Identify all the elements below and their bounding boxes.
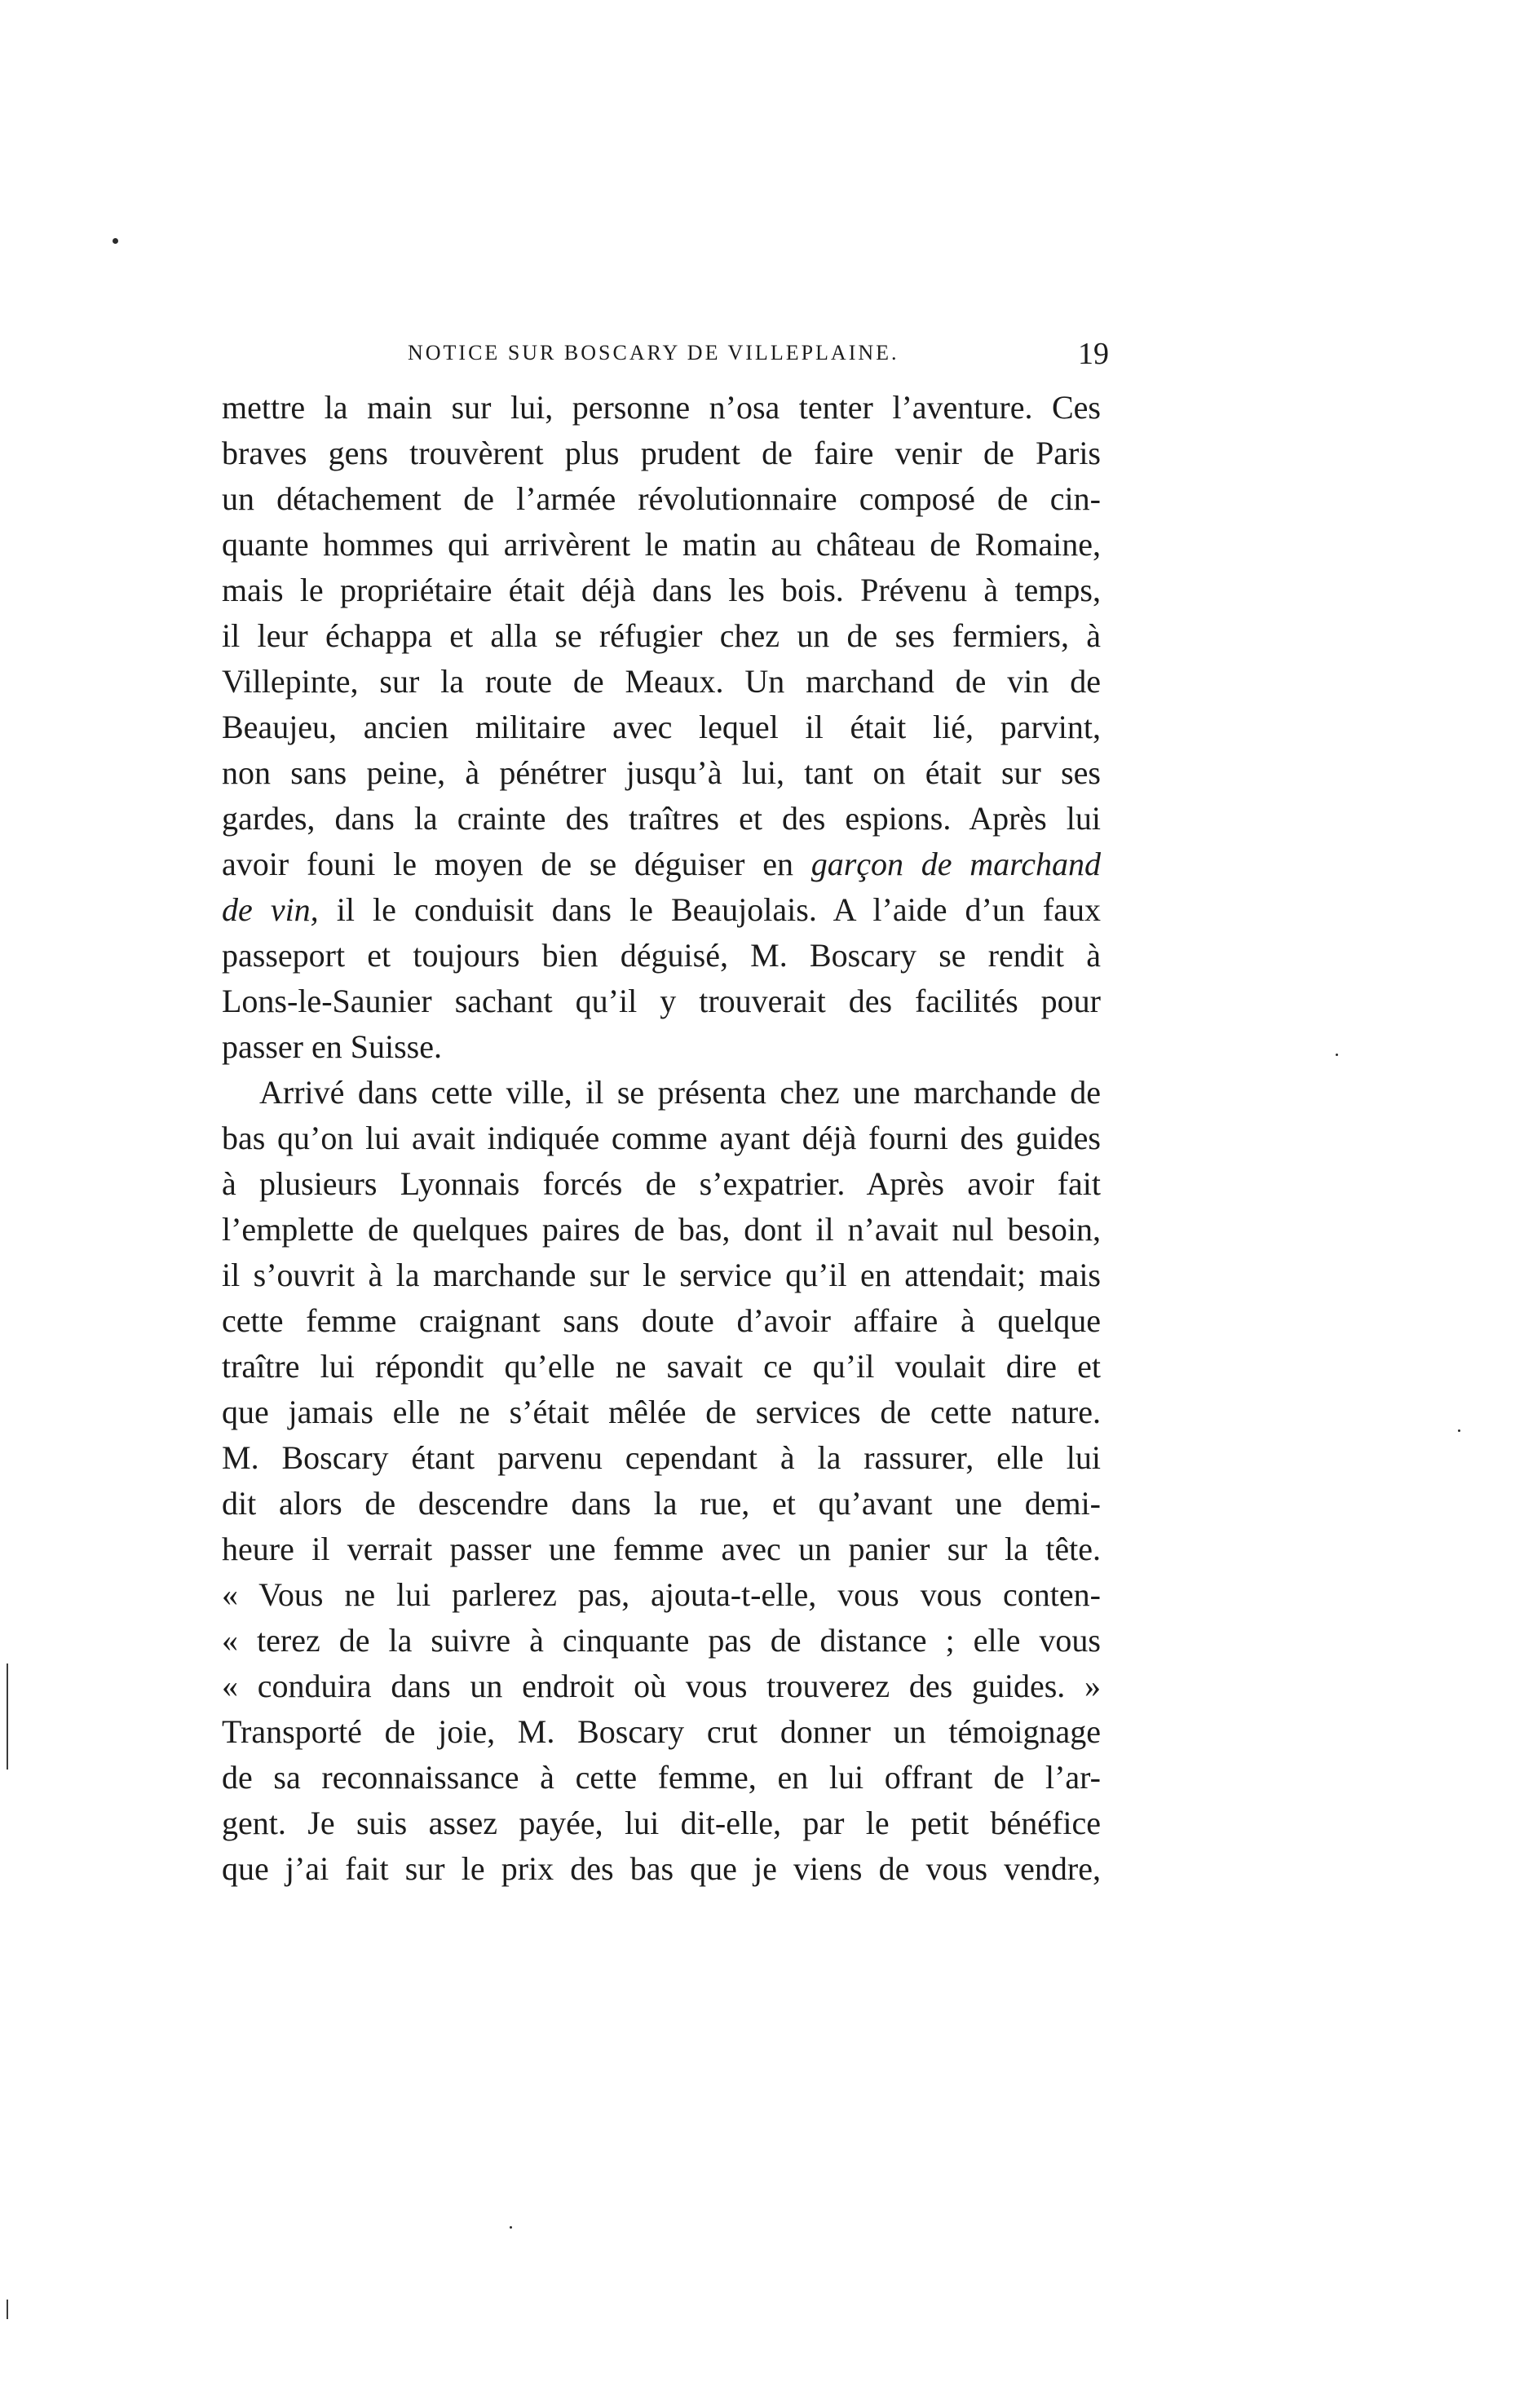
quote-line: « Vous ne lui parlerez pas, ajouta-t-elle, vous vous conten- [222,1576,1101,1613]
text-line: quante hommes qui arrivèrent le matin au château de Romaine, [222,526,1101,563]
text-line: bas qu’on lui avait indiquée comme ayant déjà fourni des guides [222,1120,1101,1156]
ink-speck [1336,1054,1338,1056]
text-line: braves gens trouvèrent plus prudent de faire venir de Paris [222,435,1101,471]
text-line: Transporté de joie, M. Boscary crut donner un témoignage [222,1713,1101,1750]
text-line: mais le propriétaire était déjà dans les bois. Prévenu à temps, [222,572,1101,608]
running-head: NOTICE SUR BOSCARY DE VILLEPLAINE. [408,341,899,365]
ink-speck [510,2226,512,2229]
text-line-with-italic [222,887,1101,933]
margin-mark [7,1664,8,1770]
text-line: passeport et toujours bien déguisé, M. Boscary se rendit à [222,937,1101,974]
text-line: Beaujeu, ancien militaire avec lequel il était lié, parvint, [222,709,1101,745]
text-line-with-italic [222,842,1101,887]
text-line: de sa reconnaissance à cette femme, en lui offrant de l’ar- [222,1759,1101,1796]
quote-line: « terez de la suivre à cinquante pas de distance ; elle vous [222,1622,1101,1659]
text-line: que j’ai fait sur le prix des bas que je viens de vous vendre, [222,1850,1101,1887]
text-line: que jamais elle ne s’était mêlée de services de cette nature. [222,1394,1101,1430]
text-line: l’emplette de quelques paires de bas, dont il n’avait nul besoin, [222,1211,1101,1248]
margin-mark [7,2300,8,2319]
text-line: traître lui répondit qu’elle ne savait ce qu’il voulait dire et [222,1348,1101,1385]
body-text [222,385,1101,1892]
page-number: 19 [1078,337,1109,371]
text-line: gent. Je suis assez payée, lui dit-elle, par le petit bénéfice [222,1805,1101,1841]
text-line-rest: il le conduisit dans le Beaujolais. A l’aide d’un faux [318,891,1101,928]
text-line: mettre la main sur lui, personne n’osa tenter l’aventure. Ces [222,389,1101,426]
paragraph-end-line: passer en Suisse. [222,1028,442,1065]
ink-speck [1458,1429,1460,1432]
ink-speck [113,238,118,244]
text-line: Lons-le-Saunier sachant qu’il y trouverait des facilités pour [222,983,1101,1019]
text-line-start: avoir founi le moyen de se déguiser en [222,846,811,882]
quote-line: « conduira dans un endroit où vous trouverez des guides. » [222,1668,1101,1704]
text-line: à plusieurs Lyonnais forcés de s’expatrier. Après avoir fait [222,1165,1101,1202]
text-line: M. Boscary étant parvenu cependant à la rassurer, elle lui [222,1439,1101,1476]
text-line: il s’ouvrit à la marchande sur le service qu’il en attendait; mais [222,1257,1101,1293]
italic-phrase: garçon de marchand [811,846,1101,882]
text-line: gardes, dans la crainte des traîtres et des espions. Après lui [222,800,1101,837]
italic-phrase: de vin, [222,891,319,928]
text-line: Villepinte, sur la route de Meaux. Un marchand de vin de [222,663,1101,700]
text-line: un détachement de l’armée révolutionnaire composé de cin- [222,480,1101,517]
page-header [408,337,1109,390]
text-line: il leur échappa et alla se réfugier chez un de ses fermiers, à [222,617,1101,654]
text-line: cette femme craignant sans doute d’avoir affaire à quelque [222,1302,1101,1339]
paragraph-start-line: Arrivé dans cette ville, il se présenta chez une marchande de [259,1074,1101,1111]
text-line: non sans peine, à pénétrer jusqu’à lui, tant on était sur ses [222,754,1101,791]
text-line: dit alors de descendre dans la rue, et qu’avant une demi- [222,1485,1101,1522]
text-line: heure il verrait passer une femme avec un panier sur la tête. [222,1531,1101,1567]
